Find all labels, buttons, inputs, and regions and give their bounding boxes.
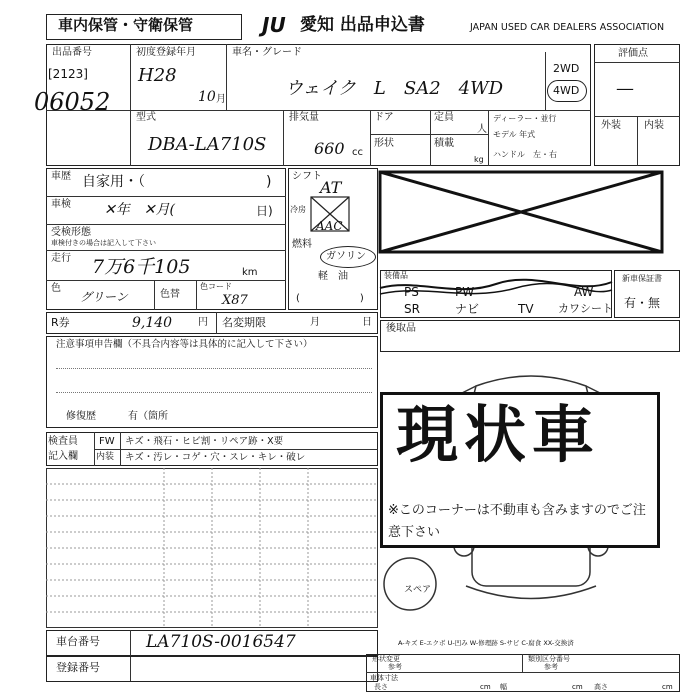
- association-name: JAPAN USED CAR DEALERS ASSOCIATION: [470, 22, 665, 33]
- equipment-navi: ナビ: [455, 302, 480, 316]
- listing-number: 06052: [34, 88, 111, 116]
- mileage-unit: km: [242, 267, 258, 278]
- equipment-label: 装備品: [384, 271, 408, 280]
- color-change-label: 色替: [160, 289, 180, 300]
- shift-aac: AAC: [316, 219, 343, 233]
- mileage-value: 7万6千105: [92, 256, 191, 278]
- in-label: 内装: [96, 452, 115, 462]
- equipment-aw: AW: [574, 285, 594, 299]
- inspector-label2: 記入欄: [48, 451, 78, 462]
- evaluation-score: —: [616, 78, 634, 99]
- in-items: キズ・汚レ・コゲ・穴・スレ・キレ・破レ: [125, 452, 306, 463]
- keep-label: 車内保管・守衛保管: [58, 16, 194, 34]
- exterior-label: 外装: [601, 120, 621, 131]
- equipment-ps: PS: [404, 285, 419, 299]
- equipment-pw: PW: [455, 285, 475, 299]
- inspection-unit: 日): [256, 204, 273, 218]
- color-value: グリーン: [80, 290, 128, 304]
- history-close: ): [266, 174, 272, 190]
- after-install-label: 後取品: [386, 323, 416, 334]
- length-label: 長さ: [374, 683, 388, 691]
- warranty-label: 新車保証書: [622, 274, 662, 283]
- repair-label: 修復歴: [66, 411, 96, 422]
- recycle-value: 9,140: [132, 315, 173, 331]
- shape-ref: 参考: [388, 663, 402, 671]
- drive-4wd: 4WD: [553, 84, 580, 97]
- evaluation-label: 評価点: [618, 48, 648, 59]
- repair-value: 有（箇所: [128, 411, 168, 422]
- recycle-row: [46, 312, 378, 334]
- modify-label: 名変期限: [222, 316, 266, 329]
- displacement-label: 排気量: [289, 112, 319, 123]
- registration-label: 初度登録年月: [136, 47, 196, 58]
- displacement-unit: cc: [352, 147, 363, 158]
- dealer-row2: モデル 年式: [493, 130, 536, 139]
- length-unit: cm: [480, 683, 491, 691]
- type-value: DBA-LA710S: [148, 134, 267, 155]
- warranty-value: 有・無: [624, 296, 661, 310]
- inspection-grid: [46, 468, 378, 628]
- shift-at: AT: [320, 178, 342, 197]
- registration-month: 10: [198, 89, 216, 105]
- crossed-box: [378, 170, 664, 254]
- spare-label: スペア: [404, 585, 432, 595]
- mileage-label: 走行: [51, 253, 71, 264]
- chassis-label: 車台番号: [56, 635, 100, 648]
- fw-label: FW: [99, 436, 115, 447]
- after-install-block: [380, 320, 680, 352]
- drive-2wd: 2WD: [553, 62, 580, 75]
- body-length-label: 車体寸法: [370, 674, 398, 682]
- model-value: ウェイク L SA2 4WD: [285, 78, 504, 99]
- shift-label: シフト: [292, 171, 322, 182]
- damage-legend: A-キズ E-エクボ U-凹み W-修理跡 S-サビ C-腐食 XX-交換済: [398, 639, 574, 647]
- width-unit: cm: [572, 683, 583, 691]
- inspector-label1: 検査員: [48, 436, 78, 447]
- capacity-unit: 人: [477, 124, 487, 135]
- fw-items: キズ・飛石・ヒビ割・リペア跡・X要: [125, 436, 284, 447]
- plate-label: 登録番号: [56, 661, 100, 674]
- listing-code: [2123]: [48, 67, 88, 81]
- ac-label: 冷房: [290, 205, 306, 214]
- current-condition-note: ※このコーナーは不動車も含みますのでご注意下さい: [388, 503, 646, 540]
- capacity-label: 定員: [434, 112, 454, 123]
- recycle-unit: 円: [198, 317, 208, 328]
- listing-number-label: 出品番号: [52, 47, 92, 58]
- reception-label: 受検形態: [51, 227, 91, 238]
- registration-month-unit: 月: [216, 94, 226, 105]
- form-title: 愛知 出品申込書: [300, 15, 425, 35]
- shape-change: 形状変更: [372, 655, 400, 663]
- current-condition-title: 現状車: [396, 398, 601, 471]
- notes-label: 注意事項申告欄（不具合内容等は具体的に記入して下さい）: [56, 339, 313, 350]
- fuel-diesel: 軽 油: [318, 271, 348, 282]
- inspection-value: ✕年 ✕月(: [104, 202, 175, 218]
- history-value: 自家用・（: [82, 174, 145, 190]
- model-label: 車名・グレード: [232, 47, 302, 58]
- category-ref: 参考: [544, 663, 558, 671]
- fuel-gas-circle: [320, 246, 376, 268]
- dealer-row1: ディーラー・並行: [493, 114, 557, 123]
- fuel-paren: ( ): [296, 293, 364, 304]
- displacement-value: 660: [314, 139, 345, 158]
- fuel-label: 燃料: [292, 239, 312, 250]
- registration-year: H28: [138, 65, 177, 86]
- load-unit: kg: [474, 155, 484, 164]
- spare-circle: [380, 554, 440, 614]
- modify-month: 月: [310, 317, 320, 328]
- reception-note: 車検付きの場合は記入して下さい: [51, 239, 156, 247]
- equipment-tv: TV: [518, 302, 534, 316]
- shape-label: 形状: [374, 138, 394, 149]
- height-label: 高さ: [594, 683, 608, 691]
- width-label: 幅: [500, 683, 507, 691]
- equipment-sr: SR: [404, 302, 420, 316]
- doors-label: ドア: [374, 112, 394, 123]
- chassis-value: LA710S-0016547: [146, 632, 296, 652]
- color-code-label: 色コード: [200, 282, 232, 291]
- inspection-label: 車検: [51, 199, 71, 210]
- fuel-gas: ガソリン: [326, 251, 366, 262]
- equipment-seat: カワシート: [558, 302, 613, 315]
- color-code-value: X87: [222, 293, 248, 308]
- color-label: 色: [51, 283, 61, 294]
- bottom-fields: [366, 654, 680, 692]
- ju-logo: JU: [262, 13, 286, 37]
- modify-day: 日: [362, 317, 372, 328]
- type-label: 型式: [136, 112, 156, 123]
- load-label: 積載: [434, 138, 454, 149]
- height-unit: cm: [662, 683, 673, 691]
- recycle-label: R券: [51, 316, 70, 329]
- interior-label: 内装: [644, 120, 664, 131]
- category-change: 類別区分番号: [528, 655, 570, 663]
- history-label: 車歴: [51, 171, 71, 182]
- dealer-row3: ハンドル 左・右: [493, 150, 557, 159]
